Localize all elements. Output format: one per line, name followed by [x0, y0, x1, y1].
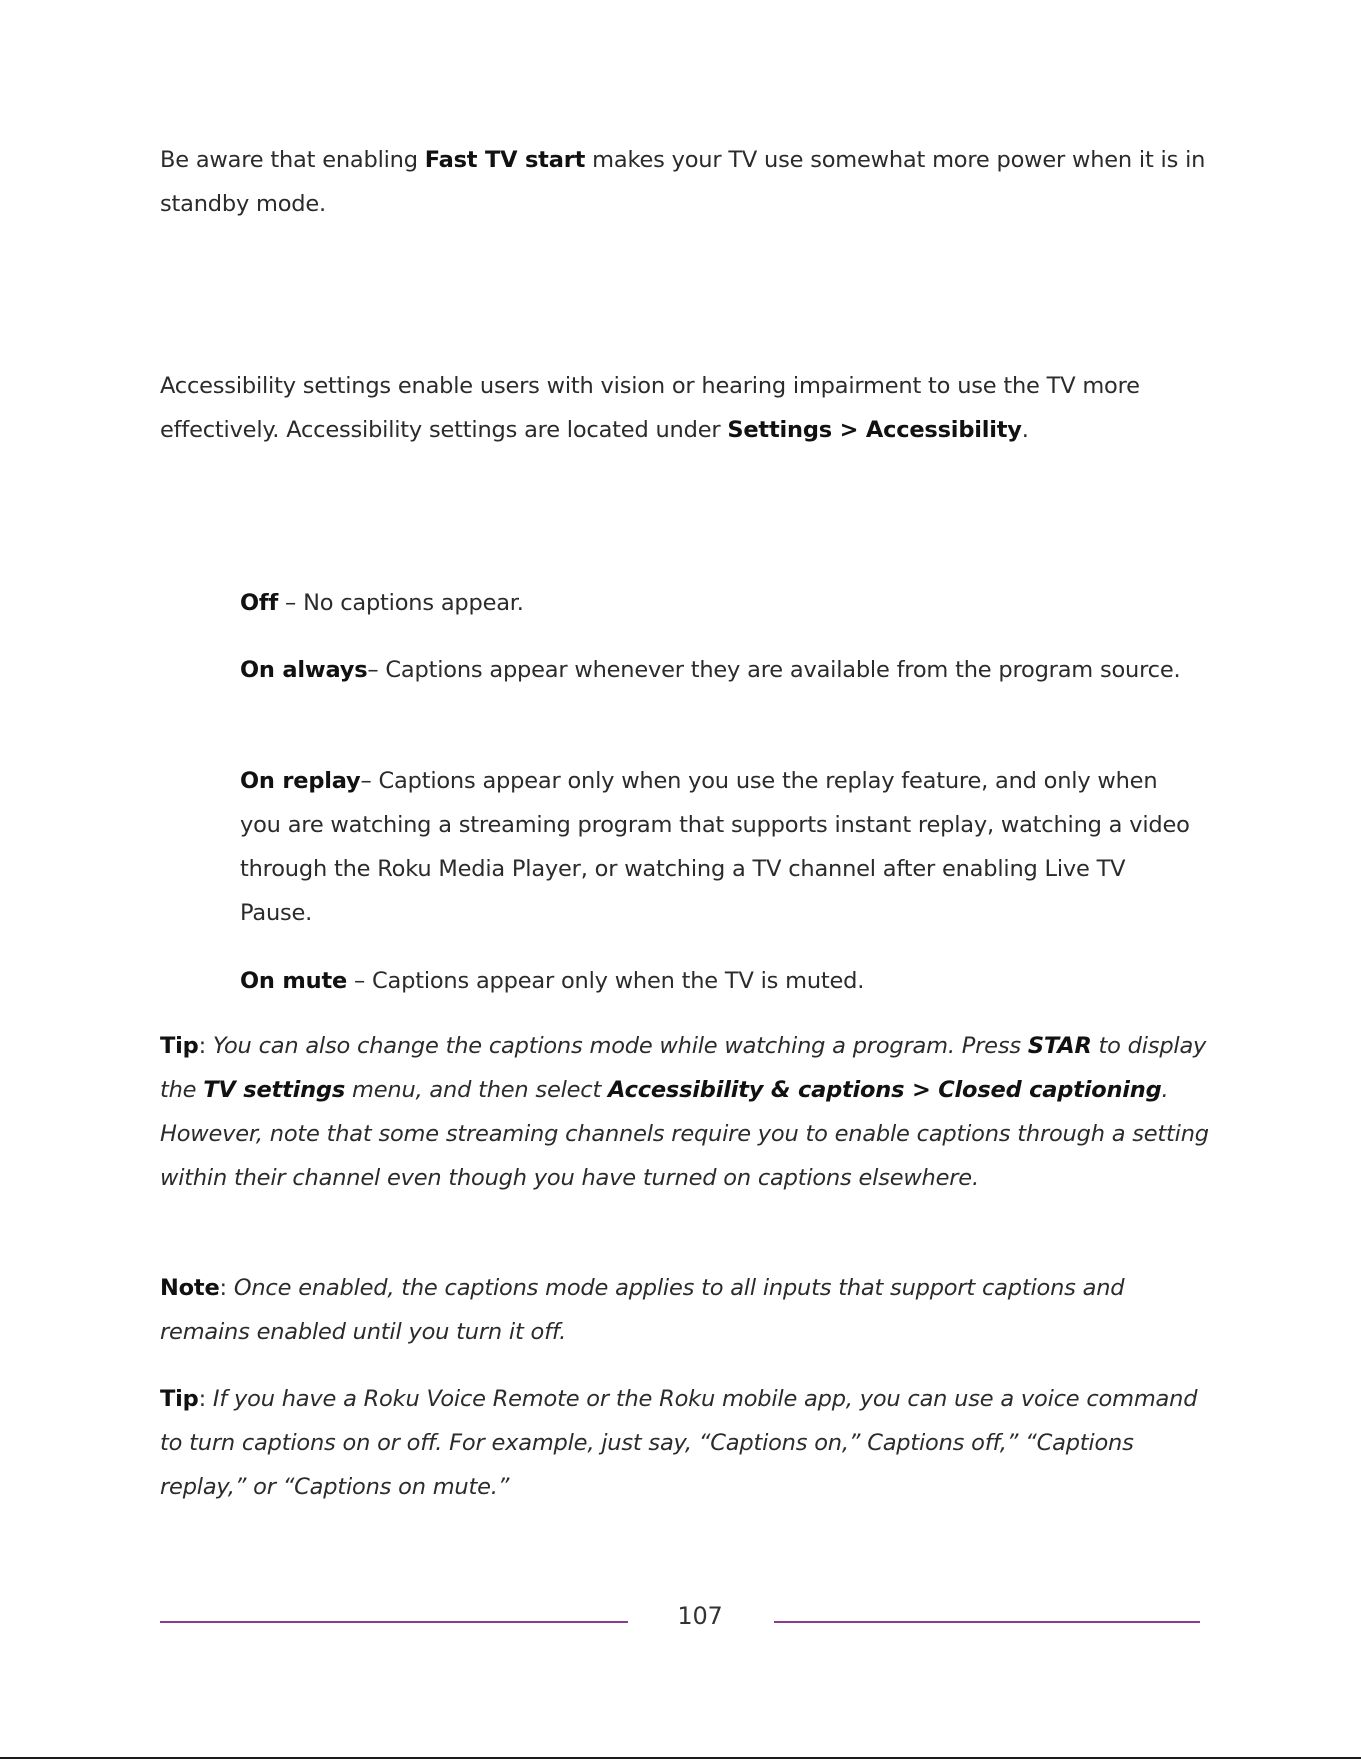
tip-text: to display the	[160, 1033, 1207, 1103]
tip-captions-mode	[160, 1024, 1210, 1200]
accessibility-paragraph	[160, 364, 1210, 452]
caption-mode-on-always	[240, 648, 1200, 692]
note-colon: :	[219, 1275, 234, 1301]
tip-colon: :	[198, 1033, 213, 1059]
footer-rule-right	[774, 1621, 1200, 1623]
tip-label: Tip	[160, 1033, 199, 1059]
star-button-name: STAR	[1027, 1033, 1092, 1059]
page-bottom-border	[0, 1757, 1361, 1759]
settings-path: Settings > Accessibility	[727, 417, 1022, 443]
caption-mode-off	[240, 581, 1200, 625]
note-captions-inputs	[160, 1266, 1210, 1354]
tip-text: menu, and then select	[345, 1077, 609, 1103]
paragraph-text: makes your TV use somewhat more power when it is in standby mode.	[160, 147, 1206, 217]
tip-colon: :	[198, 1386, 213, 1412]
caption-mode-on-mute	[240, 959, 1200, 1003]
note-label: Note	[160, 1275, 220, 1301]
tip-voice-command	[160, 1377, 1210, 1509]
caption-mode-label: On always	[240, 657, 368, 683]
caption-mode-text: – Captions appear only when you use the replay feature, and only when you are watching a streaming program that supports instant replay, watching a video through the Roku Media Player, or watching a TV channel after enabling Live TV Pause.	[240, 768, 1190, 926]
tip-label: Tip	[160, 1386, 199, 1412]
caption-mode-text: – Captions appear whenever they are available from the program source.	[367, 657, 1181, 683]
paragraph-text: .	[1021, 417, 1029, 443]
tv-settings-menu-name: TV settings	[203, 1077, 346, 1103]
caption-mode-on-replay	[240, 759, 1200, 935]
tip-text: If you have a Roku Voice Remote or the Roku mobile app, you can use a voice command to turn captions on or off. For example, just say, “Captions on,” Captions off,” “Captions replay,” or “Captions on mute.”	[160, 1386, 1198, 1500]
paragraph-text: Be aware that enabling	[160, 147, 425, 173]
tip-text: . However, note that some streaming channels require you to enable captions through a setting within their channel even though you have turned on captions elsewhere.	[160, 1077, 1209, 1191]
paragraph-text: Accessibility settings enable users with vision or hearing impairment to use the TV more effectively. Accessibility settings are located under	[160, 373, 1140, 443]
tip-text: You can also change the captions mode while watching a program. Press	[212, 1033, 1028, 1059]
closed-captioning-path: Accessibility & captions > Closed captioning	[608, 1077, 1162, 1103]
fast-tv-start-paragraph	[160, 138, 1210, 226]
caption-mode-text: – Captions appear only when the TV is muted.	[347, 968, 865, 994]
caption-mode-label: Off	[240, 590, 279, 616]
note-text: Once enabled, the captions mode applies to all inputs that support captions and remains enabled until you turn it off.	[160, 1275, 1125, 1345]
caption-mode-label: On replay	[240, 768, 361, 794]
caption-mode-label: On mute	[240, 968, 348, 994]
footer-rule-left	[160, 1621, 628, 1623]
page-number: 107	[677, 1602, 723, 1630]
caption-mode-text: – No captions appear.	[278, 590, 524, 616]
fast-tv-start-term: Fast TV start	[424, 147, 586, 173]
